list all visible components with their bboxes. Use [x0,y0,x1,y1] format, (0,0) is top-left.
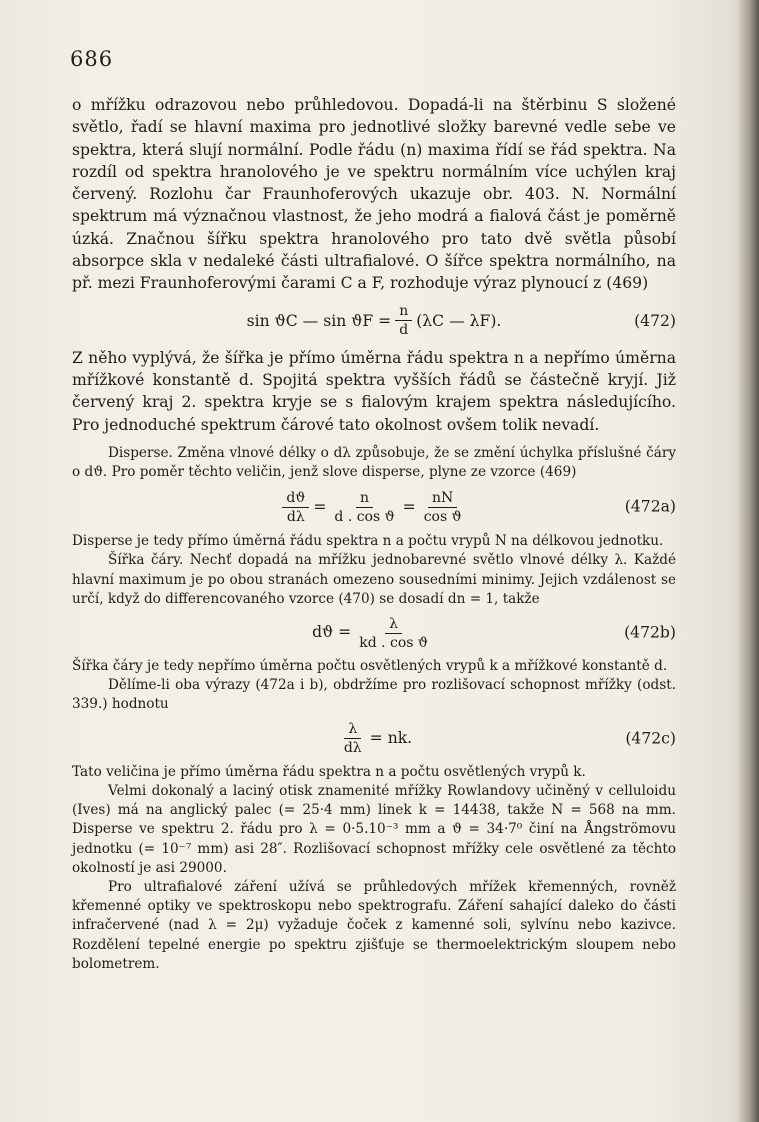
equation-lhs: dϑ = [312,623,352,642]
equation-number: (472b) [624,623,676,642]
fraction [420,489,466,526]
page-body [72,94,676,974]
paragraph: o mřížku odrazovou nebo průhledovou. Dopadá-li na štěrbinu S složené světlo, řadí se hlavní maxima pro jednotlivé složky barevné vedle sebe ve spektra, která slují normální. Podle řádu (n) maxima řídí se řád spektra. Na rozdíl od spektra hranolového je ve spektru normálním více uchýlen kraj červený. Rozlohu čar Fraunhoferových ukazuje obr. 403. N. Normální spektrum má význačnou vlastnost, že jeho modrá a fialová část je poměrně úzká. Značnou šířku spektra hranolového pro tato dvě světla působí absorpce skla v nedaleké části ultrafialové. O šířce spektra normálního, na př. mezi Fraunhoferovými čarami C a F, rozhoduje výraz plynoucí z (469) [72,96,676,293]
equation-number: (472) [634,311,676,330]
fraction-numerator: dϑ [282,489,309,508]
fraction [395,302,412,339]
paragraph: Šířka čáry. Nechť dopadá na mřížku jednobarevné světlo vlnové délky λ. Každé hlavní maximum je po obou stranách omezeno sousedními minimy. Jejich vzdálenost se určí, když do differencovaného vzorce (470) se dosadí dn = 1, takže [72,552,676,607]
equation-lhs: sin ϑC — sin ϑF = [246,311,392,330]
equation-rhs: = nk. [369,729,413,748]
paragraph: Dělíme-li oba výrazy (472a i b), obdržíme pro rozlišovací schopnost mřížky (odst. 339.) hodnotu [72,677,676,713]
fraction [355,615,432,652]
equation-472b [72,613,676,653]
fraction [282,489,309,526]
paragraph: Velmi dokonalý a laciný otisk znamenité mřížky Rowlandovy učiněný v celluloidu (Ives) má na anglický palec (= 25·4 mm) linek k = 14438, takže N = 568 na mm. Disperse ve spektru 2. řádu pro λ = 0·5.10⁻³ mm a ϑ = 34·7⁰ činí na Ångströmovu jednotku (= 10⁻⁷ mm) asi 28″. Rozlišovací schopnost mřížky cele osvětlené za těchto okolností je asi 29000. [72,782,676,876]
page-edge-shadow [737,0,759,1122]
fraction-numerator: λ [344,720,361,739]
equals-sign: = [402,497,416,516]
equation-number: (472a) [624,497,676,516]
fraction-denominator: dλ [343,740,362,757]
fraction-numerator: n [356,489,373,508]
fraction-denominator: kd . cos ϑ [359,634,428,651]
fraction-denominator: d [399,322,409,339]
equation-rhs: (λC — λF). [416,311,502,330]
fraction-denominator: cos ϑ [423,508,462,525]
paragraph: Disperse je tedy přímo úměrná řádu spektra n a počtu vrypů N na délkovou jednotku. [72,533,664,550]
equals-sign: = [313,497,327,516]
equation-472c [72,719,676,759]
equation-472 [72,299,676,343]
paragraph: Disperse. Změna vlnové délky o dλ způsobuje, že se změní úchylka příslušné čáry o dϑ. Pro poměr těchto veličin, jenž slove disperse, plyne ze vzorce (469) [72,444,676,481]
paragraph: Z něho vyplývá, že šířka je přímo úměrna řádu spektra n a nepřímo úměrna mřížkové konstantě d. Spojitá spektra vyšších řádů se částečně kryjí. Již červený kraj 2. spektra kryje se s fialovým krajem spektra následujícího. Pro jednoduché spektrum čárové tato okolnost ovšem tolik nevadí. [72,348,676,434]
equation-472a [72,486,676,528]
paragraph: Tato veličina je přímo úměrna řádu spektra n a počtu osvětlených vrypů k. [72,763,586,780]
fraction-denominator: dλ [286,508,305,525]
fraction [340,720,366,757]
fraction [330,489,398,526]
page-number: 686 [70,47,114,71]
paragraph: Pro ultrafialové záření užívá se průhledových mřížek křemenných, rovněž křemenné optiky ve spektroskopu nebo spektrografu. Záření sahající daleko do části infračervené (nad λ = 2μ) vyžaduje čoček z kamenné soli, sylvínu nebo kazivce. Rozdělení tepelné energie po spektru zjišťuje se thermoelektrickým sloupem nebo bolometrem. [72,878,676,972]
fraction-numerator: λ [385,615,402,634]
equation-number: (472c) [625,729,676,748]
fraction-denominator: d . cos ϑ [334,508,395,525]
paragraph: Šířka čáry je tedy nepřímo úměrna počtu osvětlených vrypů k a mřížkové konstantě d. [72,658,668,675]
fraction-numerator: n [395,302,412,321]
fraction-numerator: nN [428,489,457,508]
